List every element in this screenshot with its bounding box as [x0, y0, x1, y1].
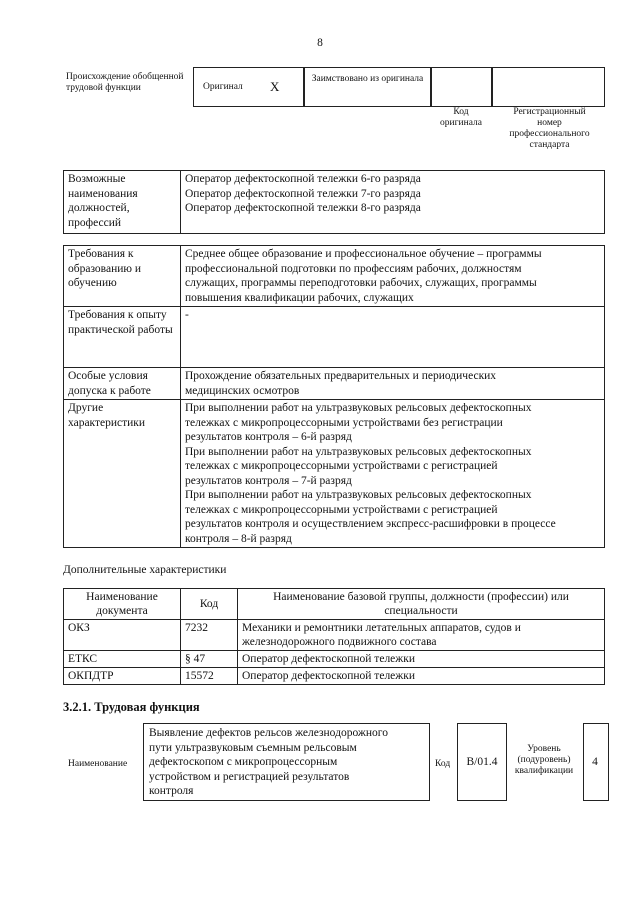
positions-table: [63, 170, 605, 234]
table-row: ОКПДТР 15572 Оператор дефектоскопной тележки: [64, 668, 605, 685]
function-code: В/01.4: [466, 756, 498, 768]
additional-header: Наименование базовой группы, должности (профессии) или специальности: [238, 589, 605, 620]
additional-table: [63, 588, 605, 685]
origin-original-text: Оригинал: [203, 82, 243, 92]
req-education-value: Среднее общее образование и профессиональное обучение – программы профессиональной подготовки по профессиям рабочих, должностям служащих, программы переподготовки рабочих, служащих, программы повышения квалификации рабочих, служащих: [181, 246, 605, 307]
req-experience-value: -: [181, 307, 605, 368]
additional-header: Код: [181, 589, 238, 620]
origin-code-cell: [430, 67, 493, 107]
origin-code-label: Код оригинала: [440, 107, 482, 128]
origin-reg-label: Регистрационный номер профессионального стандарта: [509, 107, 590, 150]
function-name: Выявление дефектов рельсов железнодорожного пути ультразвуковым съемным рельсовым дефектоскопом с микропроцессорным устройством и регистрацией результатов контроля: [149, 727, 388, 797]
origin-label: Происхождение обобщенной трудовой функции: [66, 72, 184, 93]
function-level: 4: [592, 756, 598, 768]
origin-borrowed-text: Заимствовано из оригинала: [311, 74, 424, 84]
table-row: ОКЗ 7232 Механики и ремонтники летательных аппаратов, судов и железнодорожного подвижного состава: [64, 620, 605, 651]
function-code-label: Код: [435, 759, 451, 769]
req-admission-value: Прохождение обязательных предварительных и периодических медицинских осмотров: [181, 368, 605, 400]
positions-list: [181, 171, 605, 234]
origin-borrowed-cell: [303, 67, 432, 107]
position-item: Оператор дефектоскопной тележки 8-го разряда: [185, 202, 421, 214]
additional-header: Наименование документа: [64, 589, 181, 620]
origin-reg-cell: [491, 67, 605, 107]
positions-label: Возможные наименования должностей, профессий: [64, 171, 181, 234]
req-experience-label: Требования к опыту практической работы: [64, 307, 181, 368]
position-item: Оператор дефектоскопной тележки 6-го разряда: [185, 173, 421, 185]
req-education-label: Требования к образованию и обучению: [64, 246, 181, 307]
table-row: ЕТКС § 47 Оператор дефектоскопной тележки: [64, 651, 605, 668]
additional-title: Дополнительные характеристики: [63, 564, 227, 576]
position-item: Оператор дефектоскопной тележки 7-го разряда: [185, 187, 421, 200]
function-level-label: Уровень (подуровень) квалификации: [514, 744, 574, 776]
function-heading: 3.2.1. Трудовая функция: [63, 700, 200, 714]
page-number: 8: [317, 37, 323, 49]
function-name-label: Наименование: [68, 759, 128, 769]
req-other-label: Другие характеристики: [64, 400, 181, 548]
origin-mark: X: [270, 79, 280, 94]
req-admission-label: Особые условия допуска к работе: [64, 368, 181, 400]
req-other-value: При выполнении работ на ультразвуковых рельсовых дефектоскопных тележках с микропроцессорными устройствами без регистрации результатов контроля – 6-й разряд При выполнении работ на ультразвуковых рельсовых дефектоскопных тележках с микропроцессорными устройствами с регистрацией результатов контроля – 7-й разряд При выполнении работ на ультразвуковых рельсовых дефектоскопных тележках с микропроцессорными устройствами с регистрацией результатов контроля и осуществлением экспресс-расшифровки в процессе контроля – 8-й разряд: [181, 400, 605, 548]
requirements-table: [63, 245, 605, 548]
